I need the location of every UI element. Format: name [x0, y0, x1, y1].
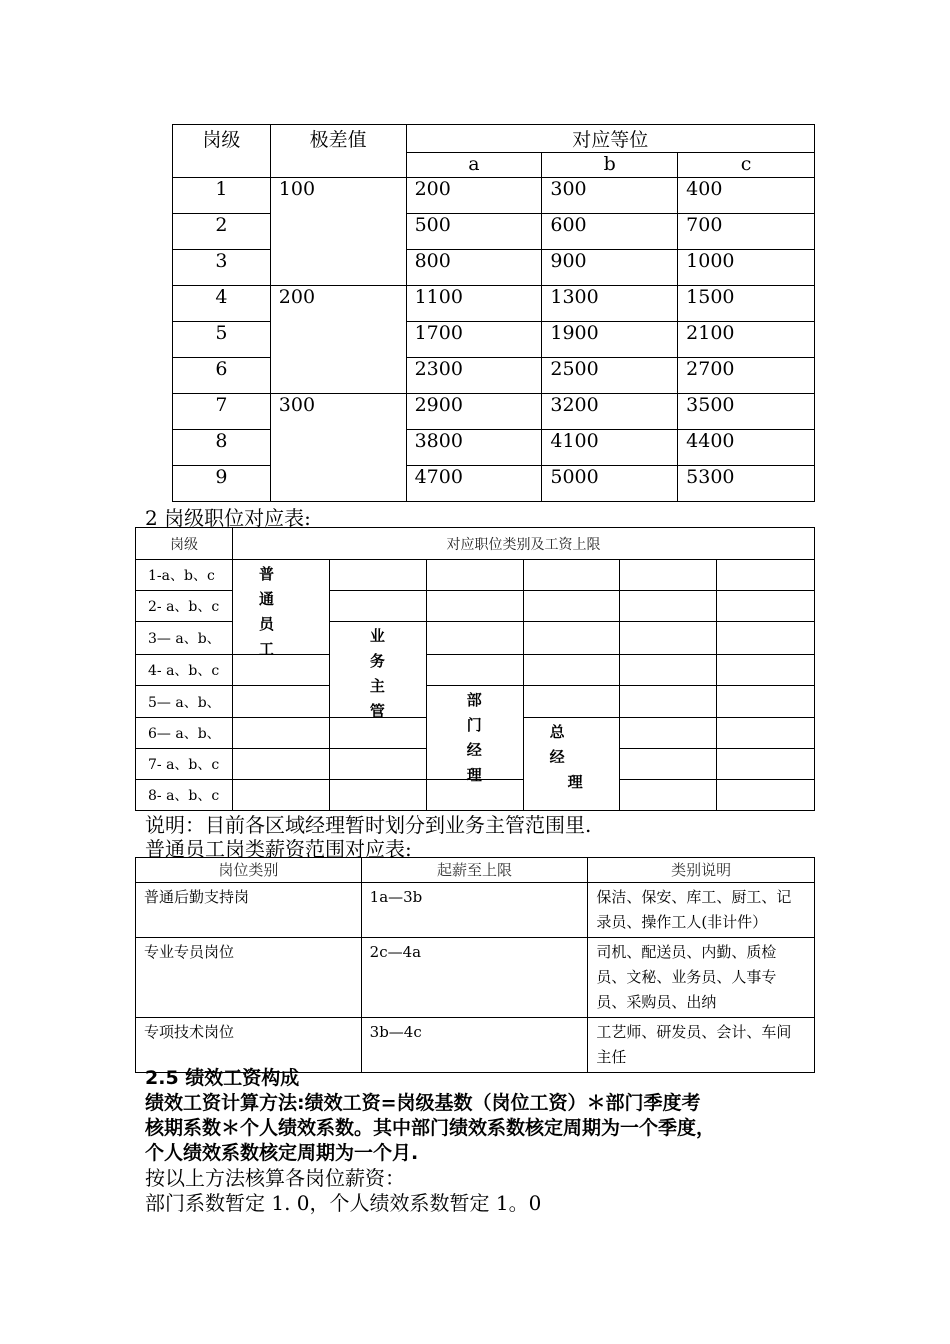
- grade-b-cell: 600: [542, 214, 678, 250]
- range-cell: 2c—4a: [361, 938, 588, 1018]
- range-cell: 3b—4c: [361, 1018, 588, 1073]
- level-grade-table: [172, 124, 815, 502]
- category-cell: 专业专员岗位: [136, 938, 362, 1018]
- header-range: 起薪至上限: [361, 858, 588, 883]
- table-row: [173, 430, 815, 466]
- level-cell: 6: [173, 358, 271, 394]
- header-c: c: [678, 153, 815, 178]
- salary-range-table: [135, 857, 815, 1073]
- header-desc: 类别说明: [588, 858, 815, 883]
- level-cell: 9: [173, 466, 271, 502]
- grade-b-cell: 300: [542, 178, 678, 214]
- table-row: [136, 883, 815, 938]
- category-business-supervisor: 业 务 主 管: [329, 622, 426, 718]
- header-grades: 对应等位: [406, 125, 814, 153]
- grade-c-cell: 2700: [678, 358, 815, 394]
- grade-a-cell: 200: [406, 178, 542, 214]
- grade-a-cell: 2300: [406, 358, 542, 394]
- grade-a-cell: 4700: [406, 466, 542, 502]
- level-label: 4- a、b、c: [136, 655, 233, 686]
- level-cell: 5: [173, 322, 271, 358]
- table-row: [173, 322, 815, 358]
- grade-c-cell: 400: [678, 178, 815, 214]
- category-cell: 普通后勤支持岗: [136, 883, 362, 938]
- grade-b-cell: 3200: [542, 394, 678, 430]
- grade-a-cell: 2900: [406, 394, 542, 430]
- level-cell: 1: [173, 178, 271, 214]
- header-level: 岗级: [173, 125, 271, 178]
- level-cell: 3: [173, 250, 271, 286]
- grade-c-cell: 4400: [678, 430, 815, 466]
- grade-c-cell: 3500: [678, 394, 815, 430]
- level-label: 2- a、b、c: [136, 591, 233, 622]
- table-row: [173, 358, 815, 394]
- category-general-staff: 普 通 员 工: [232, 560, 329, 655]
- section-title-2: 2 岗级职位对应表:: [145, 506, 311, 530]
- grade-c-cell: 1500: [678, 286, 815, 322]
- category-department-manager: 部 门 经 理: [426, 686, 523, 780]
- coefficient-text: 部门系数暂定 1. 0，个人绩效系数暂定 1。0: [145, 1191, 542, 1215]
- category-general-manager: 总 经 理: [523, 718, 620, 811]
- section-title-3: 普通员工岗类薪资范围对应表:: [145, 837, 412, 861]
- diff-cell: 300: [270, 394, 406, 502]
- grade-c-cell: 1000: [678, 250, 815, 286]
- category-cell: 专项技术岗位: [136, 1018, 362, 1073]
- header-a: a: [406, 153, 542, 178]
- grade-b-cell: 2500: [542, 358, 678, 394]
- grade-b-cell: 1900: [542, 322, 678, 358]
- header-diff: 极差值: [270, 125, 406, 178]
- header-b: b: [542, 153, 678, 178]
- level-label: 5— a、b、: [136, 686, 233, 718]
- level-position-table: [135, 527, 815, 811]
- diff-cell: 200: [270, 286, 406, 394]
- level-cell: 7: [173, 394, 271, 430]
- formula-line-1: 绩效工资计算方法:绩效工资=岗级基数（岗位工资）＊部门季度考: [145, 1092, 701, 1114]
- desc-cell: 保洁、保安、库工、厨工、记录员、操作工人(非计件）: [588, 883, 815, 938]
- section-heading: 2.5 绩效工资构成: [145, 1067, 300, 1089]
- table-row: [173, 214, 815, 250]
- grade-c-cell: 5300: [678, 466, 815, 502]
- table-row: [173, 250, 815, 286]
- grade-a-cell: 1700: [406, 322, 542, 358]
- method-text: 按以上方法核算各岗位薪资：: [145, 1166, 405, 1190]
- level-cell: 2: [173, 214, 271, 250]
- level-label: 3— a、b、: [136, 622, 233, 655]
- level-cell: 4: [173, 286, 271, 322]
- table-row: [136, 780, 815, 811]
- table-row: [136, 686, 815, 718]
- header-level: 岗级: [136, 528, 233, 560]
- grade-b-cell: 900: [542, 250, 678, 286]
- table-row: [173, 286, 815, 322]
- level-label: 1-a、b、c: [136, 560, 233, 591]
- grade-b-cell: 5000: [542, 466, 678, 502]
- table-row: [136, 655, 815, 686]
- grade-a-cell: 500: [406, 214, 542, 250]
- formula-line-3: 个人绩效系数核定周期为一个月.: [145, 1142, 419, 1164]
- note-text: 说明：目前各区域经理暂时划分到业务主管范围里.: [145, 813, 592, 837]
- formula-line-2: 核期系数＊个人绩效系数。其中部门绩效系数核定周期为一个季度，: [145, 1117, 716, 1139]
- table-row: [173, 178, 815, 214]
- table-row: [136, 560, 815, 591]
- level-label: 7- a、b、c: [136, 749, 233, 780]
- header-range: 对应职位类别及工资上限: [232, 528, 814, 560]
- desc-cell: 司机、配送员、内勤、质检员、文秘、业务员、人事专员、采购员、出纳: [588, 938, 815, 1018]
- header-category: 岗位类别: [136, 858, 362, 883]
- level-label: 8- a、b、c: [136, 780, 233, 811]
- table-row: [173, 394, 815, 430]
- grade-b-cell: 4100: [542, 430, 678, 466]
- level-cell: 8: [173, 430, 271, 466]
- grade-a-cell: 1100: [406, 286, 542, 322]
- diff-cell: 100: [270, 178, 406, 286]
- level-label: 6— a、b、: [136, 718, 233, 749]
- grade-c-cell: 2100: [678, 322, 815, 358]
- desc-cell: 工艺师、研发员、会计、车间主任: [588, 1018, 815, 1073]
- grade-a-cell: 3800: [406, 430, 542, 466]
- grade-c-cell: 700: [678, 214, 815, 250]
- table-row: [136, 938, 815, 1018]
- range-cell: 1a—3b: [361, 883, 588, 938]
- table-row: [173, 466, 815, 502]
- grade-b-cell: 1300: [542, 286, 678, 322]
- grade-a-cell: 800: [406, 250, 542, 286]
